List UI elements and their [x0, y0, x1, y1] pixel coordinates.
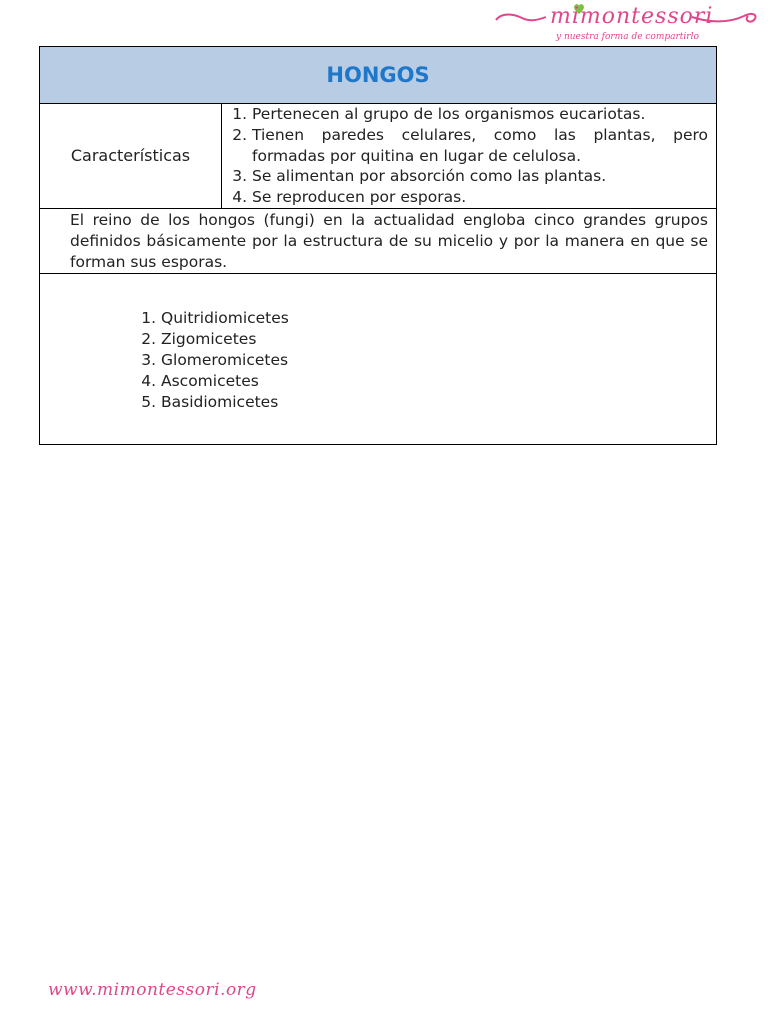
list-item: 4. Se reproducen por esporas. — [252, 187, 708, 208]
characteristics-list — [228, 104, 708, 208]
brand-logo — [492, 2, 760, 46]
characteristics-list-cell — [222, 104, 717, 209]
characteristics-label: Características — [40, 104, 222, 209]
description-paragraph: El reino de los hongos (fungi) en la actualidad engloba cinco grandes grupos definidos básicamente por la estructura de su micelio y por la manera en que se forman sus esporas. — [40, 208, 717, 273]
groups-list — [40, 308, 716, 413]
list-item: 3. Se alimentan por absorción como las plantas. — [252, 166, 708, 187]
list-item: 1. Quitridiomicetes — [161, 308, 716, 329]
list-item: 2. Tienen paredes celulares, como las plantas, pero formadas por quitina en lugar de celulosa. — [252, 125, 708, 167]
page-title: HONGOS — [40, 47, 717, 104]
list-item: 5. Basidiomicetes — [161, 392, 716, 413]
logo-text: mimontessori — [550, 4, 714, 29]
hongos-table — [39, 46, 717, 445]
groups-cell — [40, 274, 717, 445]
list-item: 4. Ascomicetes — [161, 371, 716, 392]
logo-tagline: y nuestra forma de compartirlo — [556, 32, 699, 42]
list-item: 1. Pertenecen al grupo de los organismos eucariotas. — [252, 104, 708, 125]
list-item: 3. Glomeromicetes — [161, 350, 716, 371]
list-item: 2. Zigomicetes — [161, 329, 716, 350]
footer-url: www.mimontessori.org — [48, 980, 257, 1000]
